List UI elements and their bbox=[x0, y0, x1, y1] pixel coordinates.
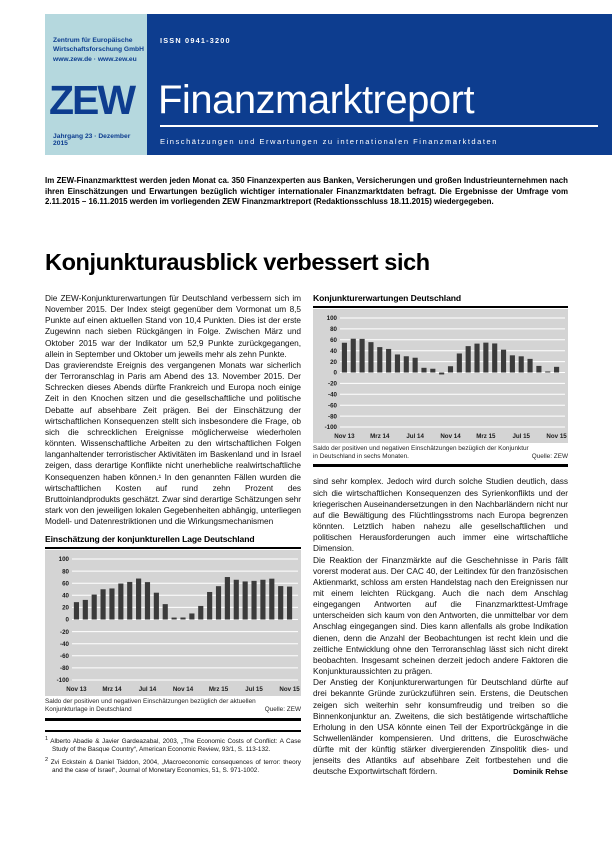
org-line-1: Zentrum für Europäische bbox=[53, 37, 133, 44]
bar-chart-erwartungen bbox=[313, 309, 568, 443]
svg-text:60: 60 bbox=[330, 337, 337, 344]
footnotes bbox=[45, 730, 301, 776]
intro-paragraph: Im ZEW-Finanzmarkttest werden jeden Monat ca. 350 Finanzexperten aus Banken, Versicherungen und großen Industrieunternehmen nach ihren Einschätzungen und Erwartungen bezüglich wichtiger internationaler Finanzmarktdaten befragt. Die Ergebnisse der Umfrage vom 2.11.2015 – 16.11.2015 werden im vorliegenden ZEW Finanzmarktreport (Redaktionsschluss 18.11.2015) wiedergegeben. bbox=[45, 176, 568, 207]
footnote-1 bbox=[45, 735, 301, 755]
chart-caption-text: Saldo der positiven und negativen Einschätzungen bezüglich der aktuellen Konjunkturlage in Deutschland bbox=[45, 698, 256, 714]
author-name: Dominik Rehse bbox=[513, 766, 568, 776]
svg-text:Jul 15: Jul 15 bbox=[245, 686, 263, 694]
svg-text:40: 40 bbox=[62, 592, 69, 600]
svg-text:Mrz 15: Mrz 15 bbox=[208, 686, 229, 694]
issn-number: ISSN 0941-3200 bbox=[160, 36, 231, 45]
chart-caption bbox=[313, 443, 568, 467]
chart-caption-text: Saldo der positiven und negativen Einschätzungen bezüglich der Konjunktur in Deutschland in sechs Monaten. bbox=[313, 445, 529, 461]
org-line-2: Wirtschaftsforschung GmbH bbox=[53, 46, 144, 54]
svg-text:0: 0 bbox=[333, 369, 337, 377]
svg-text:-80: -80 bbox=[328, 413, 337, 421]
svg-text:Nov 15: Nov 15 bbox=[546, 433, 567, 440]
footnote-2 bbox=[45, 756, 301, 776]
report-title: Finanzmarktreport bbox=[158, 78, 475, 122]
svg-text:40: 40 bbox=[330, 347, 337, 355]
svg-text:-100: -100 bbox=[324, 424, 337, 432]
svg-text:-40: -40 bbox=[328, 391, 337, 399]
svg-text:Jul 14: Jul 14 bbox=[138, 686, 157, 694]
svg-text:100: 100 bbox=[58, 556, 69, 564]
svg-text:80: 80 bbox=[62, 568, 69, 576]
right-column bbox=[313, 293, 568, 776]
chart-title: Konjunkturerwartungen Deutschland bbox=[313, 293, 568, 308]
svg-text:-100: -100 bbox=[56, 677, 69, 685]
svg-text:Nov 13: Nov 13 bbox=[66, 686, 87, 694]
chart-source: Quelle: ZEW bbox=[264, 706, 301, 714]
issue-date: Jahrgang 23 · Dezember 2015 bbox=[53, 133, 131, 147]
svg-text:-60: -60 bbox=[328, 402, 337, 410]
svg-text:20: 20 bbox=[330, 358, 337, 366]
zew-logo: ZEW bbox=[49, 77, 135, 123]
svg-text:Mrz 15: Mrz 15 bbox=[476, 433, 496, 440]
svg-text:Jul 14: Jul 14 bbox=[406, 433, 424, 440]
masthead bbox=[45, 14, 612, 155]
left-column bbox=[45, 293, 301, 777]
svg-text:-20: -20 bbox=[60, 629, 69, 637]
svg-text:-60: -60 bbox=[60, 653, 69, 661]
bar-chart-lage bbox=[45, 550, 301, 696]
svg-text:20: 20 bbox=[62, 604, 69, 612]
headline: Konjunkturausblick verbessert sich bbox=[45, 249, 430, 275]
report-subtitle: Einschätzungen und Erwartungen zu internationalen Finanzmarktdaten bbox=[160, 137, 498, 146]
body-paragraph: sind sehr komplex. Jedoch wird durch solche Studien deutlich, dass sich die wirtschaftlichen Konsequenzen des Syrienkonflikts und der kriegerischen Auseinandersetzungen in den Nachbarländern nicht nur auf die Bewältigung des Flüchtlingsstroms nach Europa begrenzen könnten. Letztlich haben nahezu alle gesellschaftlichen und politischen Herausforderungen auch immer eine wirtschaftliche Dimension. bbox=[313, 476, 568, 554]
svg-text:60: 60 bbox=[62, 580, 69, 588]
chart-title: Einschätzung der konjunkturellen Lage Deutschland bbox=[45, 534, 301, 549]
svg-text:Nov 14: Nov 14 bbox=[172, 686, 194, 694]
body-paragraph: Die ZEW-Konjunkturerwartungen für Deutschland verbessern sich im November 2015. Der Index steigt gegenüber dem Vormonat um 8,5 Punkte auf einen aktuellen Stand von 10,4 Punkten. Dies ist der erste Zugewinn nach sieben Rückgängen in Folge. Zwischen März und Oktober 2015 war der Indikator um 52,9 Punkte zurückgegangen, allein in September und Oktober um jeweils mehr als zehn Punkte. bbox=[45, 293, 301, 359]
org-websites: www.zew.de · www.zew.eu bbox=[53, 55, 137, 63]
org-address bbox=[53, 36, 144, 64]
footnote-text: Alberto Abadie & Javier Gardeazabal, 2003, „The Economic Costs of Conflict: A Case Study of the Basque Country“, American Economic Review, 93/1, S. 113-132. bbox=[50, 737, 301, 754]
svg-text:Nov 13: Nov 13 bbox=[334, 433, 355, 440]
svg-text:Jul 15: Jul 15 bbox=[512, 433, 530, 440]
svg-text:Mrz 14: Mrz 14 bbox=[102, 686, 122, 694]
svg-text:100: 100 bbox=[326, 315, 337, 323]
masthead-left-panel bbox=[45, 14, 147, 155]
body-paragraph: Der Anstieg der Konjunkturerwartungen für Deutschland dürfte auf drei bekannte Gründe zurückzuführen sein. Erstens, die Deutschen zeigen sich weiterhin sehr konsumfreudig und treiben so die Binnenkonjunktur an. Zweitens, die sich bestätigende wirtschaftliche Erholung in den USA könnte einen Teil der Exportrückgänge in die Schwellenländer kompensieren. Und drittens, die Euroschwäche dürfte mit der künftig stärker divergierenden Zinspolitik dies- und jenseits des Atlantiks auf absehbare Zeit fortbestehen und die deutsche Exportwirtschaft fördern. bbox=[313, 677, 568, 777]
svg-text:Mrz 14: Mrz 14 bbox=[370, 433, 390, 440]
svg-text:-20: -20 bbox=[328, 380, 337, 388]
body-paragraph: Das gravierendste Ereignis des vergangenen Monats war sicherlich der Terroranschlag in Paris am Abend des 13. November 2015. Der Schrecken dieses Abends dürfte Frankreich und Europa noch einige Zeit in den Knochen sitzen und die gesellschaftliche und politische Debatte auf absehbare Zeit prägen. Bei der Einschätzung der wirtschaftlichen Konsequenzen stellt sich insbesondere die Frage, ob sich die schrecklichen Ereignisse möglicherweise wiederholen könnten. Wissenschaftliche Arbeiten zu den wirtschaftlichen Folgen langanhaltender terroristischer Aktivitäten im Baskenland und in Israel zeigen, dass derartige Konflikte nicht unerhebliche realwirtschaftliche Konsequenzen haben können.¹ In den genannten Fällen wurden die wirtschaftlichen Kosten auf rund zehn Prozent des Bruttoinlandprodukts geschätzt. Zwar sind derartige Schätzungen sehr stark von den jeweiligen lokalen Gegebenheiten abhängig, unterliegen Modell- und Datenrestriktionen und die Wirkungsmechanismen bbox=[45, 359, 301, 527]
chart-source: Quelle: ZEW bbox=[531, 453, 568, 461]
chart-caption bbox=[45, 696, 301, 720]
svg-text:0: 0 bbox=[65, 616, 69, 624]
masthead-right-panel bbox=[147, 14, 612, 155]
svg-text:80: 80 bbox=[330, 326, 337, 334]
svg-text:-40: -40 bbox=[60, 641, 69, 649]
footnote-marker: 2 bbox=[45, 756, 49, 763]
svg-text:-80: -80 bbox=[60, 665, 69, 673]
footnote-marker: 1 bbox=[45, 735, 49, 742]
footnote-text: Zvi Eckstein & Daniel Tsiddon, 2004, „Macroeconomic consequences of terror: theory and the case of Israel“, Journal of Monetary Economics, 51, S. 971-1002. bbox=[50, 758, 301, 775]
header-divider bbox=[160, 125, 598, 127]
svg-text:Nov 14: Nov 14 bbox=[440, 433, 461, 440]
body-paragraph: Die Reaktion der Finanzmärkte auf die Geschehnisse in Paris fällt vorerst moderat aus. Der CAC 40, der Leitindex für den französischen Aktienmarkt, schloss am ersten Handelstag nach den Ereignissen nur mit einem leichten Rückgang. Auch die nach dem Anschlag eingegangen Antworten auf die Finanzmarkttest-Umfrage unterscheiden sich kaum von den Antworten, die unmittelbar vor dem Anschlag eingegangen sind. Dies kann allenfalls als grobe Indikation dienen, denn die Anzahl der Beobachtungen ist recht klein und die zeitliche Entwicklung ohne den Terroranschlag lässt sich nicht direkt beobachten. Insgesamt scheinen derzeit jedoch andere Faktoren die Konjunkturaussichten zu prägen. bbox=[313, 554, 568, 677]
chart-lage-deutschland bbox=[45, 534, 301, 720]
chart-konjunkturerwartungen bbox=[313, 293, 568, 467]
svg-text:Nov 15: Nov 15 bbox=[279, 686, 300, 694]
